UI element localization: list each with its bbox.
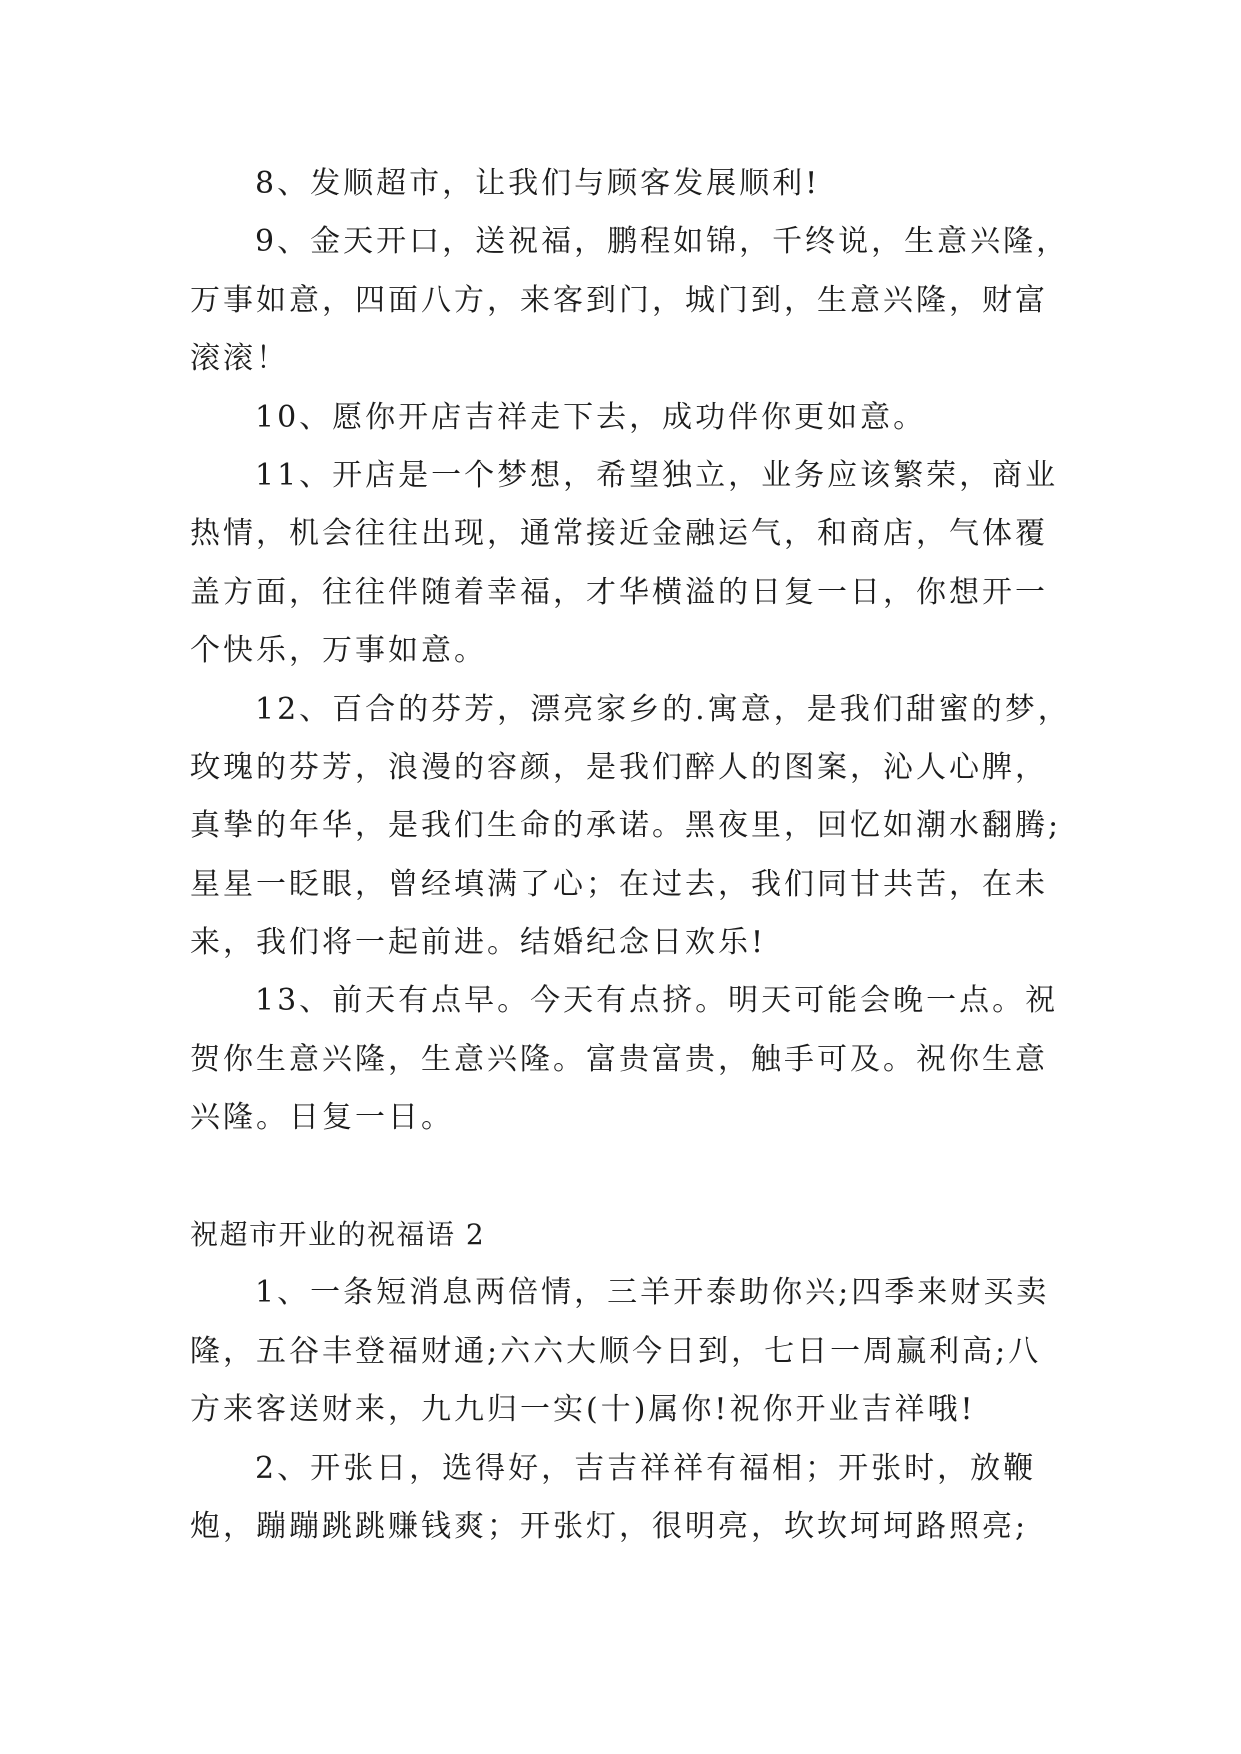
paragraph (190, 1264, 1150, 1439)
paragraph-line: 滚滚！ (190, 341, 289, 377)
paragraph (190, 1440, 1150, 1557)
paragraph-line: 来，我们将一起前进。结婚纪念日欢乐! (190, 925, 767, 961)
paragraph-line: 盖方面，往往伴随着幸福，才华横溢的日复一日，你想开一 (190, 574, 1048, 610)
paragraph-line: 个快乐，万事如意。 (190, 633, 487, 669)
paragraph-line: 贺你生意兴隆，生意兴隆。富贵富贵，触手可及。祝你生意 (190, 1041, 1048, 1077)
paragraph-line: 万事如意，四面八方，来客到门，城门到，生意兴隆，财富 (190, 282, 1048, 318)
paragraph-line: 玫瑰的芬芳，浪漫的容颜，是我们醉人的图案，沁人心脾， (190, 749, 1048, 785)
paragraph-line: 13、前天有点早。今天有点挤。明天可能会晚一点。祝 (255, 983, 1059, 1019)
paragraph-line: 8、发顺超市，让我们与顾客发展顺利! (255, 166, 821, 201)
paragraph-line: 9、金天开口，送祝福，鹏程如锦，千终说，生意兴隆， (255, 224, 1070, 260)
paragraph-line: 隆，五谷丰登福财通;六六大顺今日到，七日一周赢利高;八 (190, 1333, 1042, 1369)
paragraph-line: 2、开张日，选得好，吉吉祥祥有福相；开张时，放鞭 (255, 1450, 1037, 1486)
section-heading: 祝超市开业的祝福语 2 (190, 1218, 486, 1252)
paragraph (190, 155, 1150, 213)
paragraph-line: 兴隆。日复一日。 (190, 1100, 454, 1136)
paragraph-line: 热情，机会往往出现，通常接近金融运气，和商店，气体覆 (190, 516, 1048, 552)
paragraph-line: 真挚的年华，是我们生命的承诺。黑夜里，回忆如潮水翻腾; (190, 808, 1062, 844)
paragraph-line: 11、开店是一个梦想，希望独立，业务应该繁荣，商业 (255, 457, 1059, 493)
paragraph (190, 972, 1150, 1147)
paragraph-line: 12、百合的芬芳，漂亮家乡的.寓意，是我们甜蜜的梦， (255, 691, 1071, 727)
paragraph-line: 星星一眨眼，曾经填满了心；在过去，我们同甘共苦，在未 (190, 866, 1048, 902)
paragraph-line: 10、愿你开店吉祥走下去，成功伴你更如意。 (255, 399, 927, 435)
paragraph (190, 681, 1150, 973)
paragraph-line: 炮，蹦蹦跳跳赚钱爽；开张灯，很明亮，坎坎坷坷路照亮; (190, 1508, 1029, 1544)
paragraph (190, 213, 1150, 388)
paragraph-line: 方来客送财来，九九归一实(十)属你!祝你开业吉祥哦! (190, 1392, 976, 1428)
paragraph-line: 1、一条短消息两倍情，三羊开泰助你兴;四季来财买卖 (255, 1275, 1050, 1311)
section-spacer (190, 1148, 1150, 1206)
paragraph (190, 389, 1150, 447)
document-body (190, 155, 1150, 1556)
paragraph (190, 447, 1150, 681)
